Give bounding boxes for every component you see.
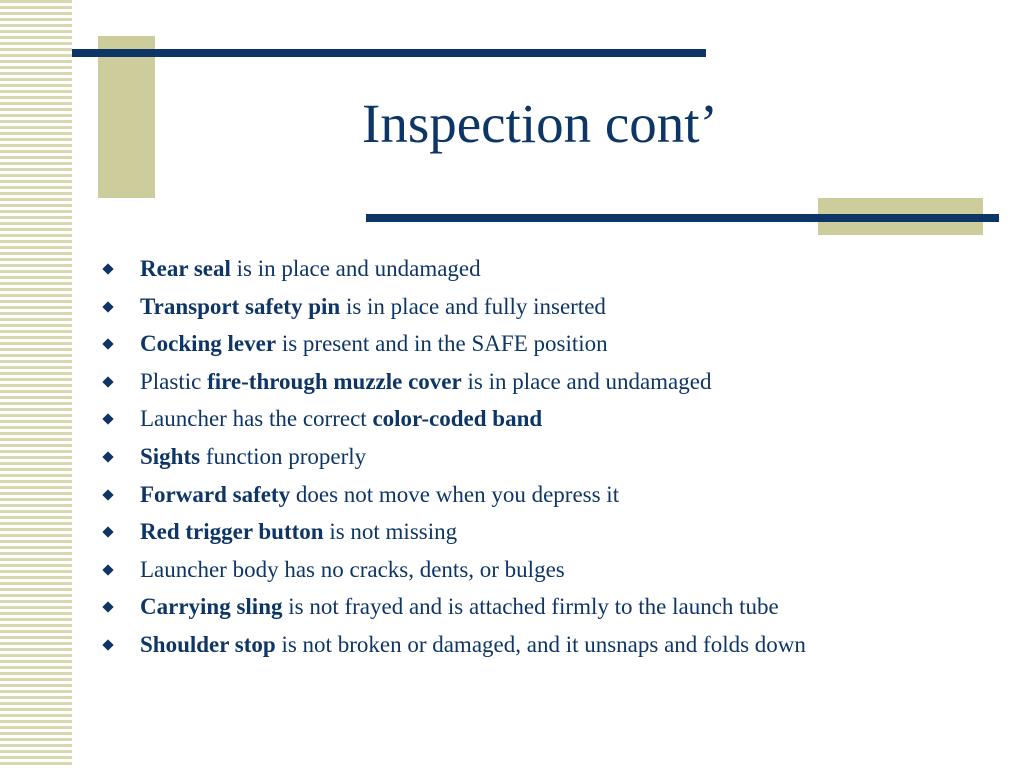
bullet-text-bold: Cocking lever [140, 331, 277, 357]
striped-side-panel [0, 0, 72, 768]
bullet-text-bold: Rear seal [140, 256, 231, 281]
bullet-item [100, 250, 1010, 288]
bullet-text-post: is present and in the SAFE position [276, 331, 608, 357]
diamond-bullet-icon [102, 263, 113, 274]
diamond-bullet-icon [102, 414, 113, 425]
diamond-bullet-icon [102, 451, 113, 462]
bullet-item [100, 626, 1010, 664]
accent-block-left [98, 36, 155, 198]
bullet-text-post: function properly [200, 443, 367, 469]
bullet-text-bold: color-coded band [372, 406, 543, 432]
bullet-text-bold: Forward safety [140, 481, 291, 507]
diamond-bullet-icon [102, 639, 113, 650]
bullet-item [100, 288, 1010, 326]
bullet-item [100, 400, 1010, 438]
bullet-text-post: is in place and undamaged [461, 368, 712, 394]
bullet-list [100, 250, 1010, 664]
diamond-bullet-icon [102, 526, 113, 537]
diamond-bullet-icon [102, 376, 113, 387]
bullet-text-bold: fire-through muzzle cover [207, 368, 462, 394]
bullet-item [100, 476, 1010, 514]
bullet-text-post: is not missing [323, 519, 458, 545]
bullet-item [100, 588, 1010, 626]
bullet-text-pre: Plastic [140, 368, 208, 394]
bullet-text-bold: Sights [140, 443, 201, 469]
slide-title: Inspection cont’ [362, 93, 718, 154]
bullet-text-post: is not frayed and is attached firmly to the launch tube [282, 594, 779, 620]
bullet-text-bold: Transport safety pin [140, 293, 341, 319]
bullet-text-bold: Shoulder stop [140, 631, 276, 657]
title-top-rule [72, 49, 706, 57]
bullet-item [100, 513, 1010, 551]
diamond-bullet-icon [102, 602, 113, 613]
diamond-bullet-icon [102, 301, 113, 312]
diamond-bullet-icon [102, 339, 113, 350]
bullet-item [100, 551, 1010, 589]
bullet-text-pre: Launcher has the correct [140, 406, 373, 432]
bullet-item [100, 438, 1010, 476]
bullet-text-bold: Red trigger button [140, 519, 324, 545]
bullet-text-post: is in place and fully inserted [340, 293, 606, 319]
bullet-text-post: is in place and undamaged [230, 256, 481, 281]
bullet-text-post: is not broken or damaged, and it unsnaps and folds down [275, 631, 806, 657]
diamond-bullet-icon [102, 489, 113, 500]
bullet-text-bold: Carrying sling [140, 594, 283, 620]
bullet-text-post: does not move when you depress it [290, 481, 620, 507]
title-bottom-rule [366, 214, 999, 222]
bullet-item [100, 363, 1010, 401]
diamond-bullet-icon [102, 564, 113, 575]
bullet-text-pre: Launcher body has no cracks, dents, or bulges [140, 556, 565, 582]
bullet-item [100, 325, 1010, 363]
